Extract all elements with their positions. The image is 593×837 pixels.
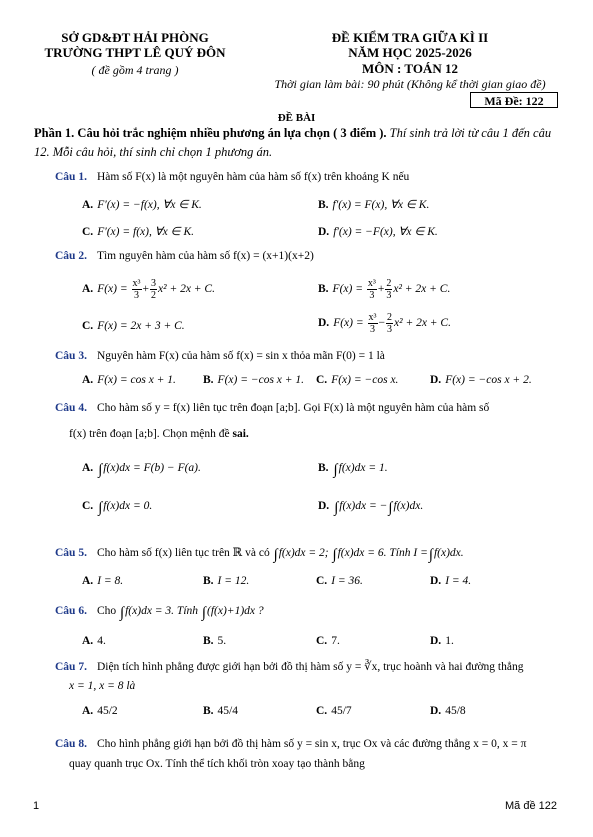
question-8: Câu 8. Cho hình phẳng giới hạn bởi đồ thị hàm số y = sin x, trục Ox và các đường thẳng x = 0, x = π [55, 738, 527, 750]
page-number: 1 [33, 800, 40, 812]
question-4-line2: f(x) trên đoạn [a;b]. Chọn mệnh đề sai. [69, 428, 249, 440]
exam-code-box: Mã Đề: 122 [470, 92, 558, 108]
q3-option-b[interactable]: B. F(x) = −cos x + 1. [203, 374, 305, 386]
question-8-line2: quay quanh trục Ox. Tính thể tích khối tròn xoay tạo thành bằng [69, 758, 365, 770]
subject: MÔN : TOÁN 12 [362, 61, 458, 76]
q2-option-d[interactable]: D. F(x) = $\frac{\text{x³}}{3}$ − $\frac{2}{3}$ x² + 2x + C. [318, 312, 451, 335]
school-name: TRƯỜNG THPT LÊ QUÝ ĐÔN [44, 45, 226, 60]
school-year: NĂM HỌC 2025-2026 [348, 45, 472, 60]
q6-option-a[interactable]: A. 4. [82, 635, 106, 647]
footer-exam-code: Mã đề 122 [505, 800, 557, 812]
q4-option-a[interactable]: A. ∫f(x)dx = F(b) − F(a). [82, 462, 201, 478]
q5-option-a[interactable]: A. I = 8. [82, 575, 124, 587]
q6-option-c[interactable]: C. 7. [316, 635, 340, 647]
question-text: Hàm số F(x) là một nguyên hàm của hàm số f(x) trên khoảng K nếu [96, 171, 410, 183]
q7-option-c[interactable]: C. 45/7 [316, 705, 352, 717]
q3-option-c[interactable]: C. F(x) = −cos x. [316, 374, 399, 386]
q1-option-a[interactable]: A. F′(x) = −f(x), ∀x ∈ K. [82, 199, 202, 211]
q4-option-c[interactable]: C. ∫f(x)dx = 0. [82, 500, 153, 516]
question-3: Câu 3. Nguyên hàm F(x) của hàm số f(x) = sin x thỏa mãn F(0) = 1 là [55, 350, 385, 362]
question-4: Câu 4. Cho hàm số y = f(x) liên tục trên đoạn [a;b]. Gọi F(x) là một nguyên hàm của hàm số [55, 402, 490, 414]
q6-option-d[interactable]: D. 1. [430, 635, 454, 647]
q5-option-c[interactable]: C. I = 36. [316, 575, 363, 587]
q6-option-b[interactable]: B. 5. [203, 635, 227, 647]
department-name: SỞ GD&ĐT HẢI PHÒNG [61, 30, 209, 45]
question-7: Câu 7. Diện tích hình phẳng được giới hạn bởi đồ thị hàm số y = ∛x, trục hoành và hai đường thẳng [55, 661, 524, 673]
q5-option-b[interactable]: B. I = 12. [203, 575, 250, 587]
q7-option-a[interactable]: A. 45/2 [82, 705, 118, 717]
q2-option-b[interactable]: B. F(x) = $\frac{\text{x³}}{3}$ + $\frac{2}{3}$ x² + 2x + C. [318, 278, 451, 301]
q1-option-b[interactable]: B. f′(x) = F(x), ∀x ∈ K. [318, 199, 430, 211]
q1-option-c[interactable]: C. F′(x) = f(x), ∀x ∈ K. [82, 226, 194, 238]
q7-option-d[interactable]: D. 45/8 [430, 705, 466, 717]
question-7-line2: x = 1, x = 8 là [69, 680, 136, 692]
q4-option-b[interactable]: B. ∫f(x)dx = 1. [318, 462, 388, 478]
q1-option-d[interactable]: D. f′(x) = −F(x), ∀x ∈ K. [318, 226, 438, 238]
q2-option-c[interactable]: C. F(x) = 2x + 3 + C. [82, 320, 185, 332]
q4-option-d[interactable]: D. ∫f(x)dx = −∫f(x)dx. [318, 500, 424, 516]
question-2: Câu 2. Tìm nguyên hàm của hàm số f(x) = (x+1)(x+2) [55, 250, 314, 262]
question-5: Câu 5. Cho hàm số f(x) liên tục trên ℝ và có ∫f(x)dx = 2; ∫f(x)dx = 6. Tính I =∫f(x)dx. [55, 547, 464, 563]
q7-option-b[interactable]: B. 45/4 [203, 705, 238, 717]
q3-option-a[interactable]: A. F(x) = cos x + 1. [82, 374, 176, 386]
section-title: ĐỀ BÀI [277, 112, 316, 124]
q2-option-a[interactable]: A. F(x) = $\frac{\text{x³}}{3}$ + $\frac{3}{2}$ x² + 2x + C. [82, 278, 215, 301]
page-count-note: ( đề gồm 4 trang ) [91, 63, 179, 77]
exam-title: ĐỀ KIỂM TRA GIỮA KÌ II [331, 30, 489, 45]
q3-option-d[interactable]: D. F(x) = −cos x + 2. [430, 374, 532, 386]
q5-option-d[interactable]: D. I = 4. [430, 575, 472, 587]
part1-instructions [34, 124, 564, 162]
part1-heading: Phần 1. Câu hỏi trắc nghiệm nhiều phương án lựa chọn ( 3 điểm ). [34, 126, 387, 140]
question-number: Câu 1. [55, 171, 87, 183]
question-6: Câu 6. Cho ∫f(x)dx = 3. Tính ∫(f(x)+1)dx ? [55, 605, 264, 621]
part1-note: Thí sinh trả lời từ câu 1 đến câu 12. Mỗi câu hỏi, thí sinh chỉ chọn 1 phương án. [34, 126, 552, 159]
question-1 [55, 171, 409, 183]
emphasis-false: sai. [232, 428, 249, 440]
time-note: Thời gian làm bài: 90 phút (Không kể thời gian giao đề) [274, 77, 546, 91]
